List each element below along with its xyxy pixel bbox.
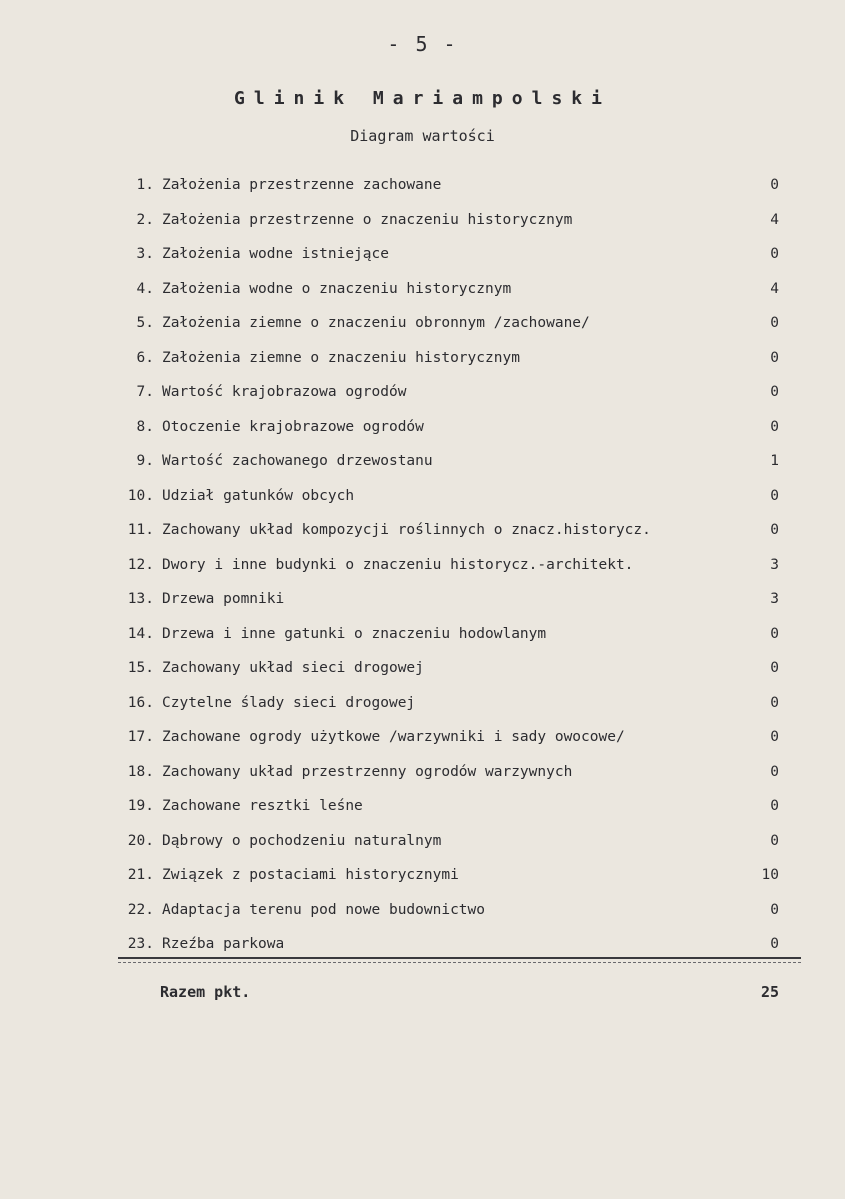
item-number: 16.	[127, 694, 154, 711]
item-value: 0	[770, 349, 779, 366]
item-number: 4.	[136, 280, 154, 297]
item-text: Wartość zachowanego drzewostanu	[162, 453, 433, 469]
list-item	[0, 168, 845, 203]
item-text: Wartość krajobrazowa ogrodów	[162, 384, 407, 400]
item-value: 3	[770, 556, 779, 573]
list-item	[0, 893, 845, 928]
item-text: Dwory i inne budynki o znaczeniu historycz.-architekt.	[162, 556, 634, 573]
item-value: 0	[770, 901, 779, 918]
item-text: Założenia wodne o znaczeniu historycznym	[162, 280, 512, 297]
item-number: 13.	[127, 591, 154, 607]
list-item	[0, 789, 845, 824]
item-number: 21.	[127, 867, 154, 883]
item-number: 5.	[136, 315, 154, 331]
item-number: 9.	[136, 453, 154, 469]
item-value: 0	[770, 763, 779, 780]
list-item	[0, 410, 845, 445]
item-text: Założenia przestrzenne zachowane	[162, 177, 442, 193]
item-text: Zachowane resztki leśne	[162, 798, 363, 814]
item-number: 10.	[127, 487, 154, 504]
item-number: 15.	[127, 660, 154, 676]
item-number: 23.	[127, 936, 154, 952]
list-item	[0, 237, 845, 272]
list-item	[0, 375, 845, 410]
item-value: 0	[770, 177, 779, 193]
list-item	[0, 651, 845, 686]
item-text: Założenia przestrzenne o znaczeniu historycznym	[162, 211, 573, 228]
list-item	[0, 306, 845, 341]
item-text: Czytelne ślady sieci drogowej	[162, 694, 416, 711]
item-number: 18.	[127, 763, 154, 780]
item-value: 0	[770, 798, 779, 814]
item-number: 7.	[136, 384, 154, 400]
item-text: Zachowany układ kompozycji roślinnych o znacz.historycz.	[162, 522, 651, 538]
list-item	[0, 548, 845, 583]
list-item	[0, 203, 845, 238]
item-value: 3	[770, 591, 779, 607]
list-item	[0, 755, 845, 790]
item-text: Udział gatunków obcych	[162, 487, 355, 504]
total-value: 25	[760, 983, 779, 1001]
item-text: Rzeźba parkowa	[162, 936, 285, 952]
list-item	[0, 513, 845, 548]
item-text: Założenia ziemne o znaczeniu historycznym	[162, 349, 520, 366]
item-value: 10	[761, 867, 779, 883]
item-value: 0	[770, 625, 779, 642]
item-text: Związek z postaciami historycznymi	[162, 867, 459, 883]
item-value: 0	[770, 729, 779, 745]
item-number: 17.	[127, 729, 154, 745]
list-item	[0, 272, 845, 307]
item-text: Adaptacja terenu pod nowe budownictwo	[162, 901, 486, 918]
list-item	[0, 582, 845, 617]
item-number: 20.	[127, 832, 154, 849]
list-item	[0, 824, 845, 859]
summary-divider	[118, 957, 801, 959]
item-text: Zachowany układ przestrzenny ogrodów warzywnych	[162, 763, 573, 780]
item-text: Otoczenie krajobrazowe ogrodów	[162, 418, 424, 435]
item-value: 1	[770, 453, 779, 469]
item-value: 0	[770, 487, 779, 504]
summary-divider-secondary	[118, 962, 801, 963]
list-item	[0, 858, 845, 893]
list-item	[0, 686, 845, 721]
item-number: 19.	[127, 798, 154, 814]
item-text: Drzewa pomniki	[162, 591, 285, 607]
total-label: Razem pkt.	[160, 983, 251, 1001]
item-number: 14.	[127, 625, 154, 642]
item-number: 1.	[136, 177, 154, 193]
item-text: Założenia wodne istniejące	[162, 246, 389, 262]
item-text: Dąbrowy o pochodzeniu naturalnym	[162, 832, 442, 849]
list-item	[0, 479, 845, 514]
item-value: 0	[770, 936, 779, 952]
item-number: 8.	[136, 418, 154, 435]
item-value: 4	[770, 280, 779, 297]
item-number: 6.	[136, 349, 154, 366]
list-item	[0, 720, 845, 755]
item-text: Zachowane ogrody użytkowe /warzywniki i sady owocowe/	[162, 729, 625, 745]
item-value: 4	[770, 211, 779, 228]
document-title: Glinik Mariampolski	[234, 88, 611, 109]
item-value: 0	[770, 694, 779, 711]
item-number: 11.	[127, 522, 154, 538]
document-subtitle: Diagram wartości	[350, 127, 495, 145]
item-value: 0	[770, 832, 779, 849]
page-number: - 5 -	[387, 32, 458, 56]
item-number: 22.	[127, 901, 154, 918]
item-value: 0	[770, 660, 779, 676]
item-value: 0	[770, 384, 779, 400]
item-value: 0	[770, 246, 779, 262]
list-item	[0, 341, 845, 376]
item-text: Założenia ziemne o znaczeniu obronnym /zachowane/	[162, 315, 590, 331]
item-value: 0	[770, 315, 779, 331]
item-number: 12.	[127, 556, 154, 573]
item-text: Zachowany układ sieci drogowej	[162, 660, 424, 676]
item-value: 0	[770, 418, 779, 435]
item-value: 0	[770, 522, 779, 538]
item-text: Drzewa i inne gatunki o znaczeniu hodowlanym	[162, 625, 547, 642]
item-number: 2.	[136, 211, 154, 228]
list-item	[0, 617, 845, 652]
item-number: 3.	[136, 246, 154, 262]
list-item	[0, 444, 845, 479]
value-list	[0, 168, 845, 962]
